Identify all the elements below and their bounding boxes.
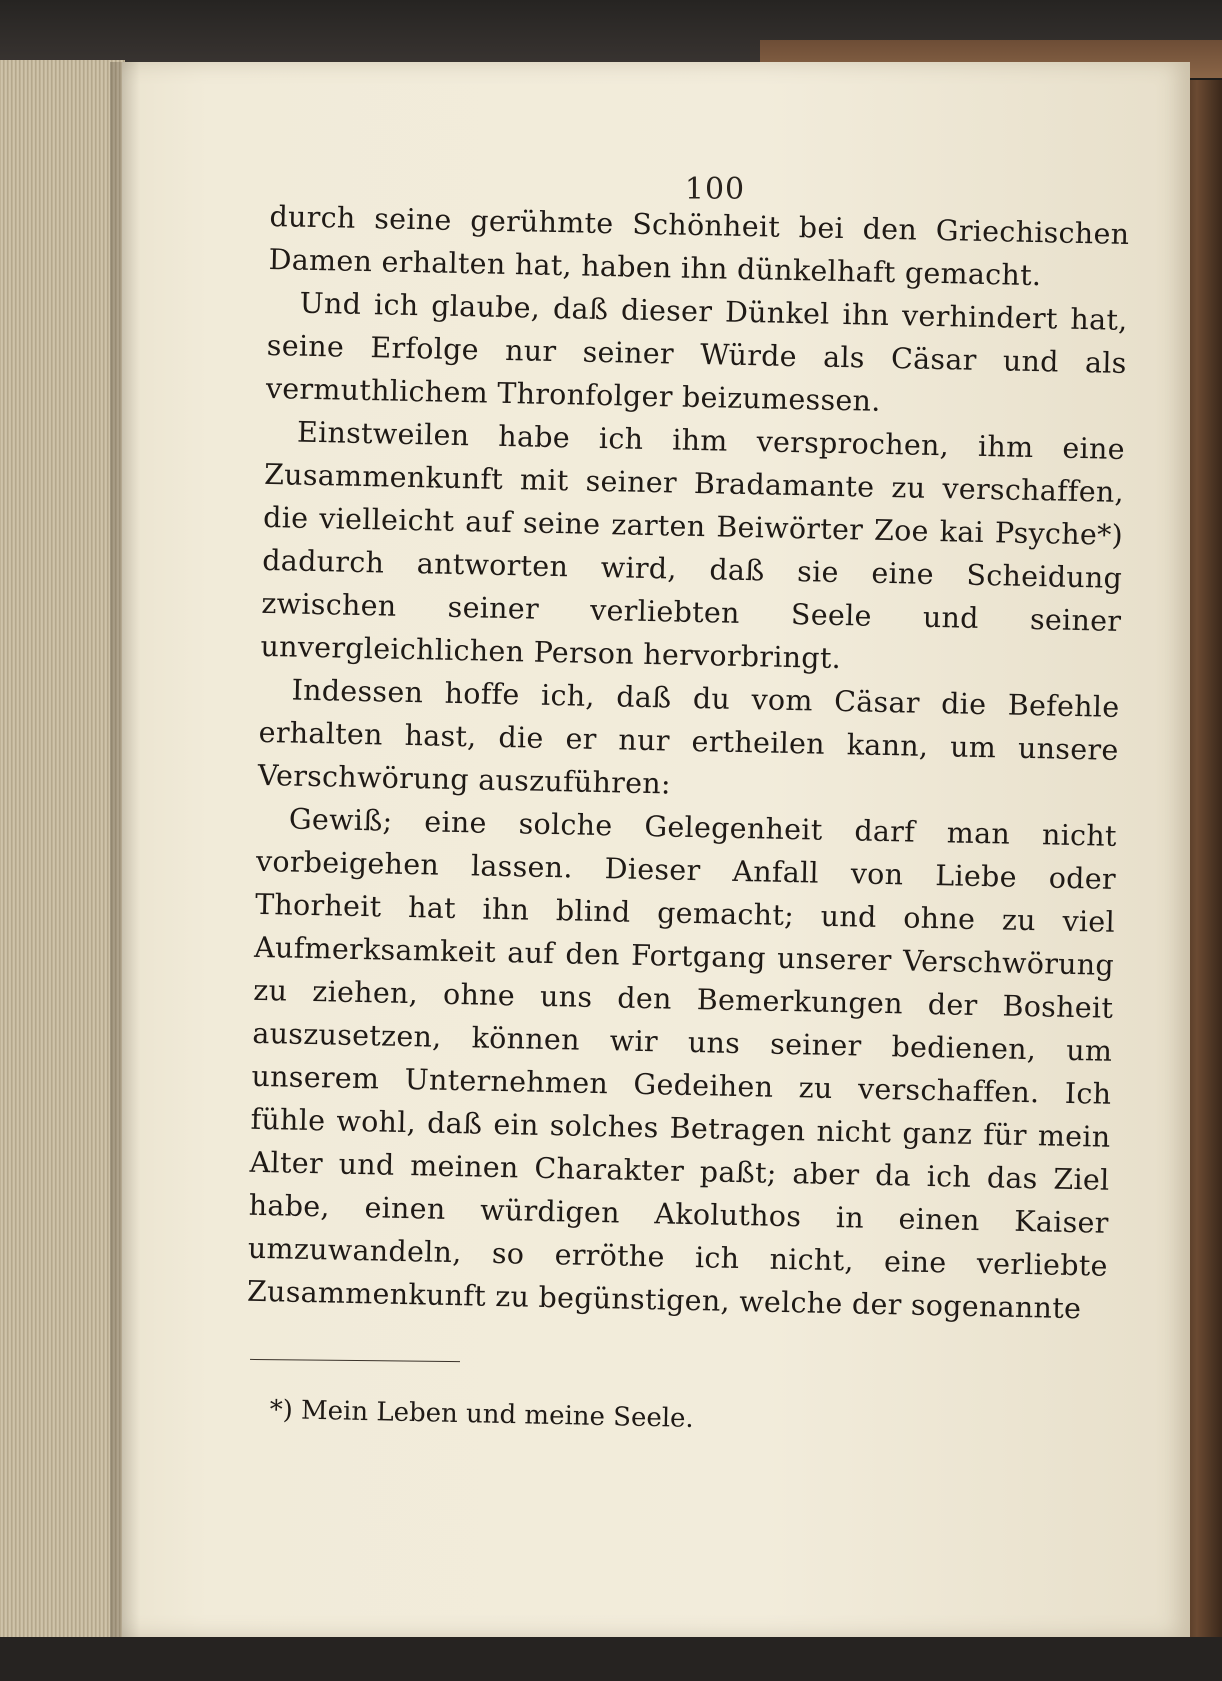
paragraph: Gewiß; eine solche Gelegenheit darf man nicht vorbeigehen lassen. Dieser Anfall von Liebe oder Thorheit hat ihn blind gemacht; und ohne zu viel Aufmerksamkeit auf den Fortgang unserer Verschwörung zu ziehen, ohne uns den Bemerkungen der Bosheit auszusetzen, können wir uns seiner bedienen, um unserem Unternehmen Gedeihen zu verschaffen. Ich fühle wohl, daß ein solches Betragen nicht ganz für mein Alter und meinen Charakter paßt; aber da ich das Ziel habe, einen würdigen Akoluthos in einen Kaiser umzuwandeln, so erröthe ich nicht, eine verliebte Zusammenkunft zu begünstigen, welche der sogenannte (246, 802, 1118, 1326)
footnote: *) Mein Leben und meine Seele. (269, 1395, 695, 1434)
page-stack-edges (0, 60, 125, 1640)
book-bottom-edge (0, 1637, 1222, 1681)
paragraph: Und ich glaube, daß dieser Dünkel ihn verhindert hat, seine Erfolge nur seiner Würde als Cäsar und als vermuthlichem Thronfolger beizumessen. (265, 286, 1128, 418)
gutter-shadow (110, 62, 140, 1637)
paragraph: Einstweilen habe ich ihm versprochen, ihm eine Zusammenkunft mit seiner Bradamante zu verschaffen, die vielleicht auf seine zarten Beiwörter Zoe kai Psyche*) dadurch antworten wird, daß sie eine Scheidung zwischen seiner verliebten Seele und seiner unvergleichlichen Person hervorbringt. (260, 415, 1126, 676)
body-text (247, 195, 1130, 1331)
paragraph: durch seine gerühmte Schönheit bei den Griechischen Damen erhalten hat, haben ihn dünkelhaft gemacht. (268, 199, 1130, 293)
paragraph: Indessen hoffe ich, daß du vom Cäsar die Befehle erhalten hast, die er nur ertheilen kann, um unsere Verschwörung auszuführen: (257, 673, 1120, 801)
page-number: 100 (684, 172, 746, 207)
